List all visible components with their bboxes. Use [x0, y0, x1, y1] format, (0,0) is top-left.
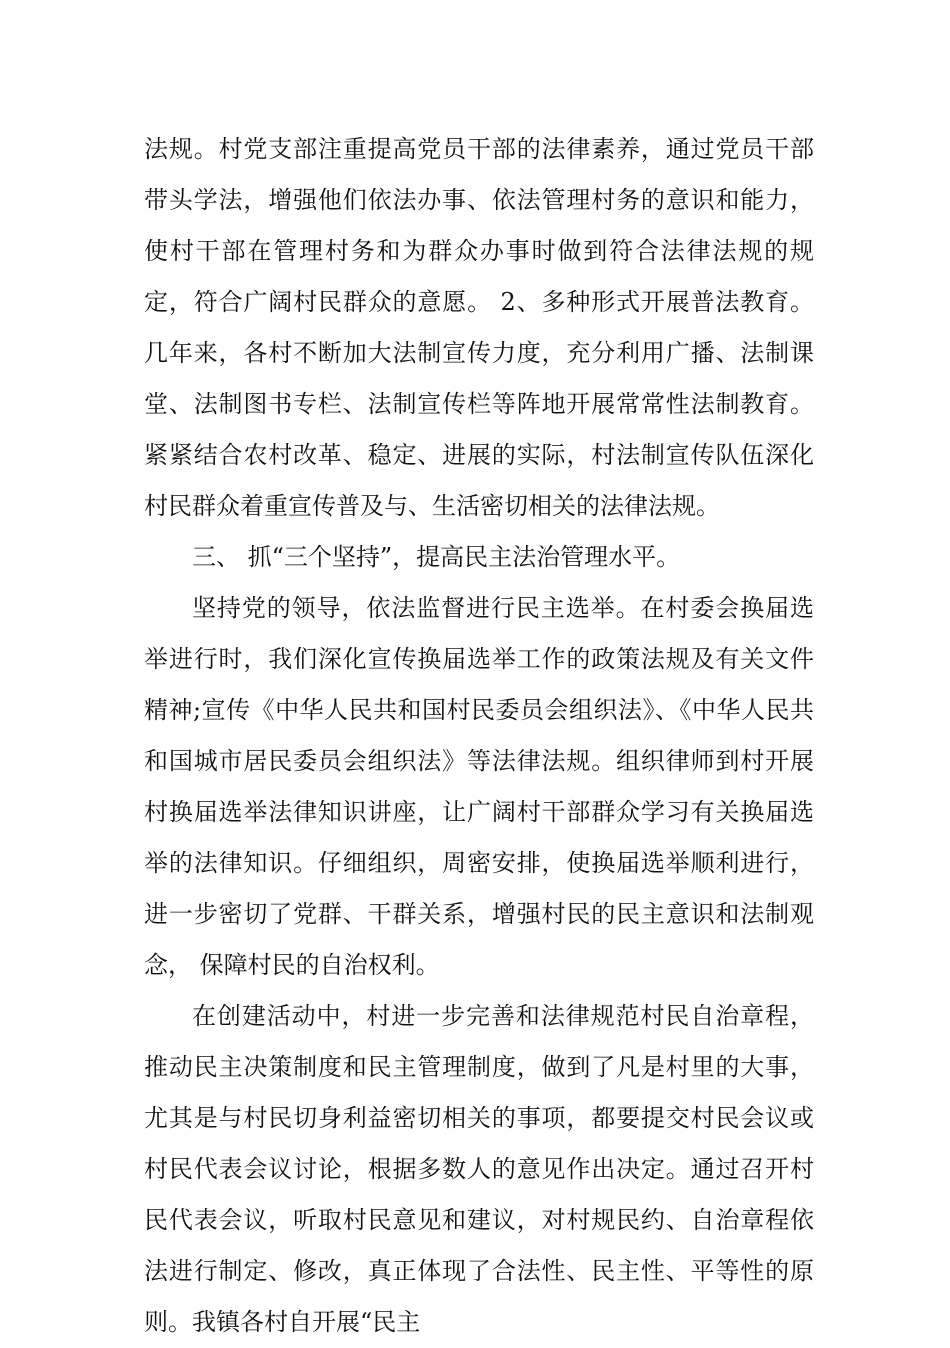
- paragraph-continuation: 法规。村党支部注重提高党员干部的法律素养，通过党员干部带头学法，增强他们依法办事、依法管理村务的意识和能力，使村干部在管理村务和为群众办事时做到符合法律法规的规定，符合广阔村民群众的意愿。 2、多种形式开展普法教育。几年来，各村不断加大法制宣传力度，充分利用广播、法制课堂、法制图书专栏、法制宣传栏等阵地开展常常性法制教育。紧紧结合农村改革、稳定、进展的实际，村法制宣传队伍深化村民群众着重宣传普及与、生活密切相关的法律法规。: [144, 135, 814, 520]
- paragraph-elections: 坚持党的领导，依法监督进行民主选举。在村委会换届选举进行时，我们深化宣传换届选举工作的政策法规及有关文件精神;宣传《中华人民共和国村民委员会组织法》、《中华人民共和国城市居民委员会组织法》等法律法规。组织律师到村开展村换届选举法律知识讲座，让广阔村干部群众学习有关换届选举的法律知识。仔细组织，周密安排，使换届选举顺利进行，进一步密切了党群、干群关系，增强村民的民主意识和法制观念， 保障村民的自治权利。: [144, 594, 814, 979]
- section-heading: 三、 抓“三个坚持”，提高民主法治管理水平。: [192, 543, 681, 571]
- document-body: [144, 124, 814, 1348]
- paragraph-self-governance: 在创建活动中，村进一步完善和法律规范村民自治章程，推动民主决策制度和民主管理制度，做到了凡是村里的大事，尤其是与村民切身利益密切相关的事项，都要提交村民会议或村民代表会议讨论，根据多数人的意见作出决定。通过召开村民代表会议，听取村民意见和建议，对村规民约、自治章程依法进行制定、修改，真正体现了合法性、民主性、平等性的原则。我镇各村自开展“民主: [144, 1002, 814, 1336]
